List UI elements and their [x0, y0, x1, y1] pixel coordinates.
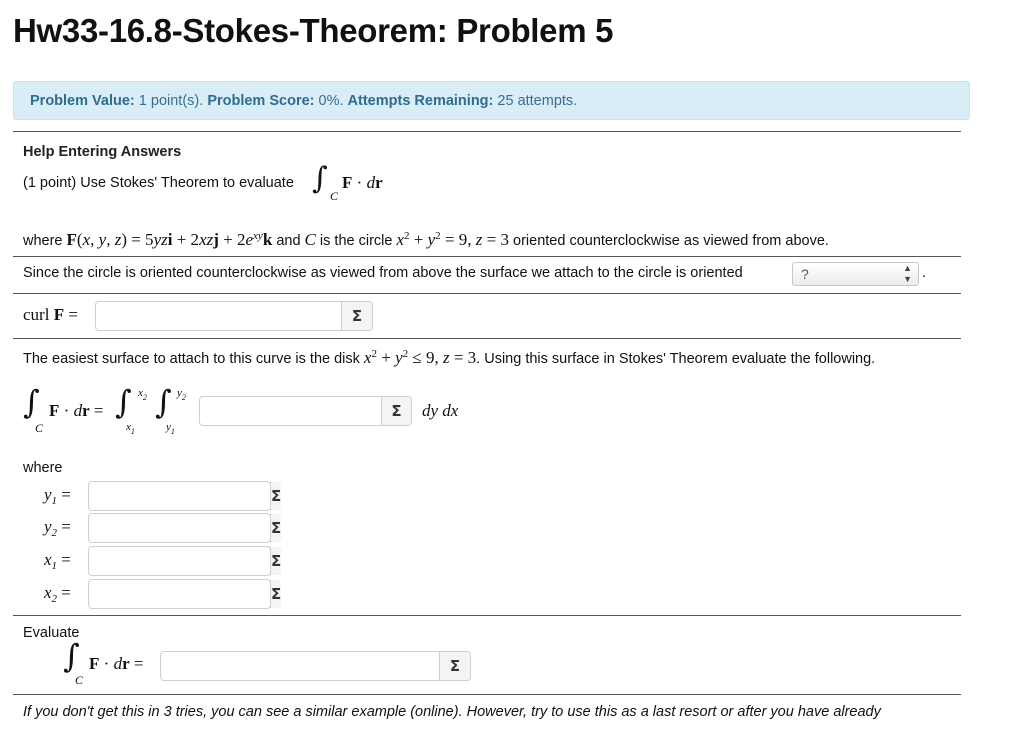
y1-input[interactable]: [89, 482, 270, 510]
orientation-period: .: [922, 265, 927, 281]
final-answer-input[interactable]: [161, 652, 439, 680]
divider: [13, 293, 961, 294]
disk-prefix: The easiest surface to attach to this curve is the disk: [23, 351, 360, 367]
integrand-answer-box: [199, 396, 412, 426]
double-integral-expression: ∫ C F · dr = ∫ $x_2$ $x_1$ ∫ $y_2$ $y_1$: [23, 383, 186, 436]
y2-input[interactable]: [89, 514, 270, 542]
x1-label: $x_1$ =: [44, 550, 71, 572]
where-text: where: [23, 233, 63, 249]
y2-label: $y_2$ =: [44, 517, 71, 539]
disk-sentence: The easiest surface to attach to this curve is the disk $x^2 + y^2 \le 9$, z = 3. Using this surface in Stokes' Theorem evaluate the following.: [23, 348, 876, 367]
curl-answer-box: [95, 301, 373, 331]
equation-editor-button[interactable]: Σ: [439, 652, 470, 680]
divider: [13, 338, 961, 339]
curl-f-input[interactable]: [96, 302, 341, 330]
equation-editor-button[interactable]: Σ: [270, 580, 281, 608]
final-answer-box: [160, 651, 471, 681]
help-entering-answers-link[interactable]: Help Entering Answers: [23, 144, 182, 160]
x2-label: $x_2$ =: [44, 583, 71, 605]
divider: [13, 131, 961, 132]
x2-answer-box: [88, 579, 282, 609]
evaluate-label: Evaluate: [23, 625, 80, 641]
select-arrows-icon: ▲ ▼: [903, 263, 912, 284]
equation-editor-button[interactable]: Σ: [341, 302, 372, 330]
problem-intro: (1 point) Use Stokes' Theorem to evaluate: [23, 175, 294, 191]
equation-editor-button[interactable]: Σ: [381, 397, 411, 425]
is-circle-text: is the circle: [319, 233, 393, 249]
y1-answer-box: [88, 481, 282, 511]
page-title: Hw33-16.8-Stokes-Theorem: Problem 5: [13, 12, 614, 49]
problem-value: 1 point(s).: [138, 93, 204, 109]
where-label: where: [23, 460, 63, 476]
x1-input[interactable]: [89, 547, 270, 575]
orientation-sentence: Since the circle is oriented counterclockwise as viewed from above the surface we attach to the circle is oriented: [23, 265, 743, 281]
y1-label: $y_1$ =: [44, 485, 71, 507]
divider: [13, 256, 961, 257]
and-text: and: [276, 233, 301, 249]
line-integral-expression: ∫ C F · dr: [312, 161, 383, 203]
attempts-remaining: 25 attempts.: [497, 93, 578, 109]
orientation-select[interactable]: [792, 262, 919, 286]
evaluate-integral-expression: ∫ C F · dr =: [63, 637, 144, 687]
attempts-remaining-label: Attempts Remaining:: [347, 93, 494, 109]
problem-score-label: Problem Score:: [207, 93, 315, 109]
problem-info-bar: [13, 81, 970, 120]
orientation-select-value: ?: [801, 266, 809, 282]
divider: [13, 615, 961, 616]
problem-value-label: Problem Value:: [30, 93, 135, 109]
equation-editor-button[interactable]: Σ: [270, 514, 281, 542]
hint-footer: If you don't get this in 3 tries, you can see a similar example (online). However, try to use this as a last resort or after you have already: [23, 704, 881, 720]
equation-editor-button[interactable]: Σ: [270, 482, 281, 510]
curl-text: curl: [23, 305, 50, 324]
problem-score: 0%.: [318, 93, 344, 109]
x1-answer-box: [88, 546, 282, 576]
dy-dx-label: dy dx: [422, 401, 459, 420]
divider: [13, 694, 961, 695]
y2-answer-box: [88, 513, 282, 543]
vector-field-line: where F(x, y, $z) = 5yzi + 2xzj + 2e^{xy}k$ and C is the circle $x^2 + y^2 = 9$, z = 3 oriented counterclockwise as viewed from above.: [23, 230, 829, 249]
oriented-text: oriented counterclockwise as viewed from above.: [513, 233, 829, 249]
integrand-input[interactable]: [200, 397, 381, 425]
equation-editor-button[interactable]: Σ: [270, 547, 281, 575]
x2-input[interactable]: [89, 580, 270, 608]
disk-suffix: . Using this surface in Stokes' Theorem evaluate the following.: [476, 351, 876, 367]
curl-f-label: curl F =: [23, 305, 78, 324]
